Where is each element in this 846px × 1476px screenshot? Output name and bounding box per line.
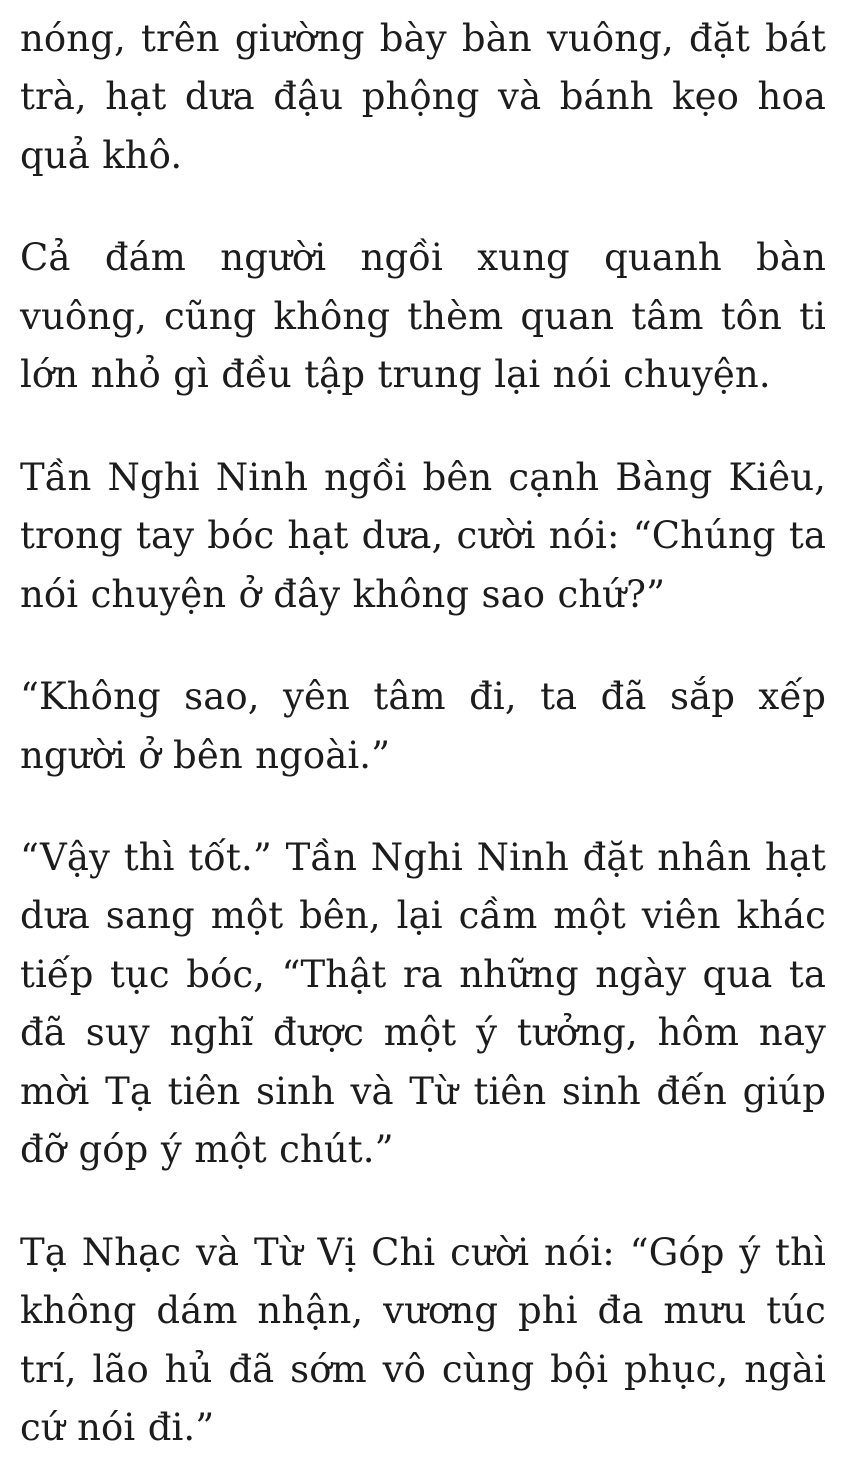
paragraph: Cả đám người ngồi xung quanh bàn vuông, cũng không thèm quan tâm tôn ti lớn nhỏ gì đều tập trung lại nói chuyện. [20, 236, 826, 397]
paragraph: “Không sao, yên tâm đi, ta đã sắp xếp người ở bên ngoài.” [20, 675, 826, 777]
paragraph: “Vậy thì tốt.” Tần Nghi Ninh đặt nhân hạt dưa sang một bên, lại cầm một viên khác tiếp tục bóc, “Thật ra những ngày qua ta đã suy nghĩ được một ý tưởng, hôm nay mời Tạ tiên sinh và Từ tiên sinh đến giúp đỡ góp ý một chút.” [20, 835, 826, 1172]
paragraph: Tần Nghi Ninh ngồi bên cạnh Bàng Kiêu, trong tay bóc hạt dưa, cười nói: “Chúng ta nói chuyện ở đây không sao chứ?” [20, 455, 826, 616]
paragraph: Tạ Nhạc và Từ Vị Chi cười nói: “Góp ý thì không dám nhận, vương phi đa mưu túc trí, lão hủ đã sớm vô cùng bội phục, ngài cứ nói đi.” [20, 1230, 826, 1450]
paragraph: nóng, trên giường bày bàn vuông, đặt bát trà, hạt dưa đậu phộng và bánh kẹo hoa quả khô. [20, 17, 826, 177]
